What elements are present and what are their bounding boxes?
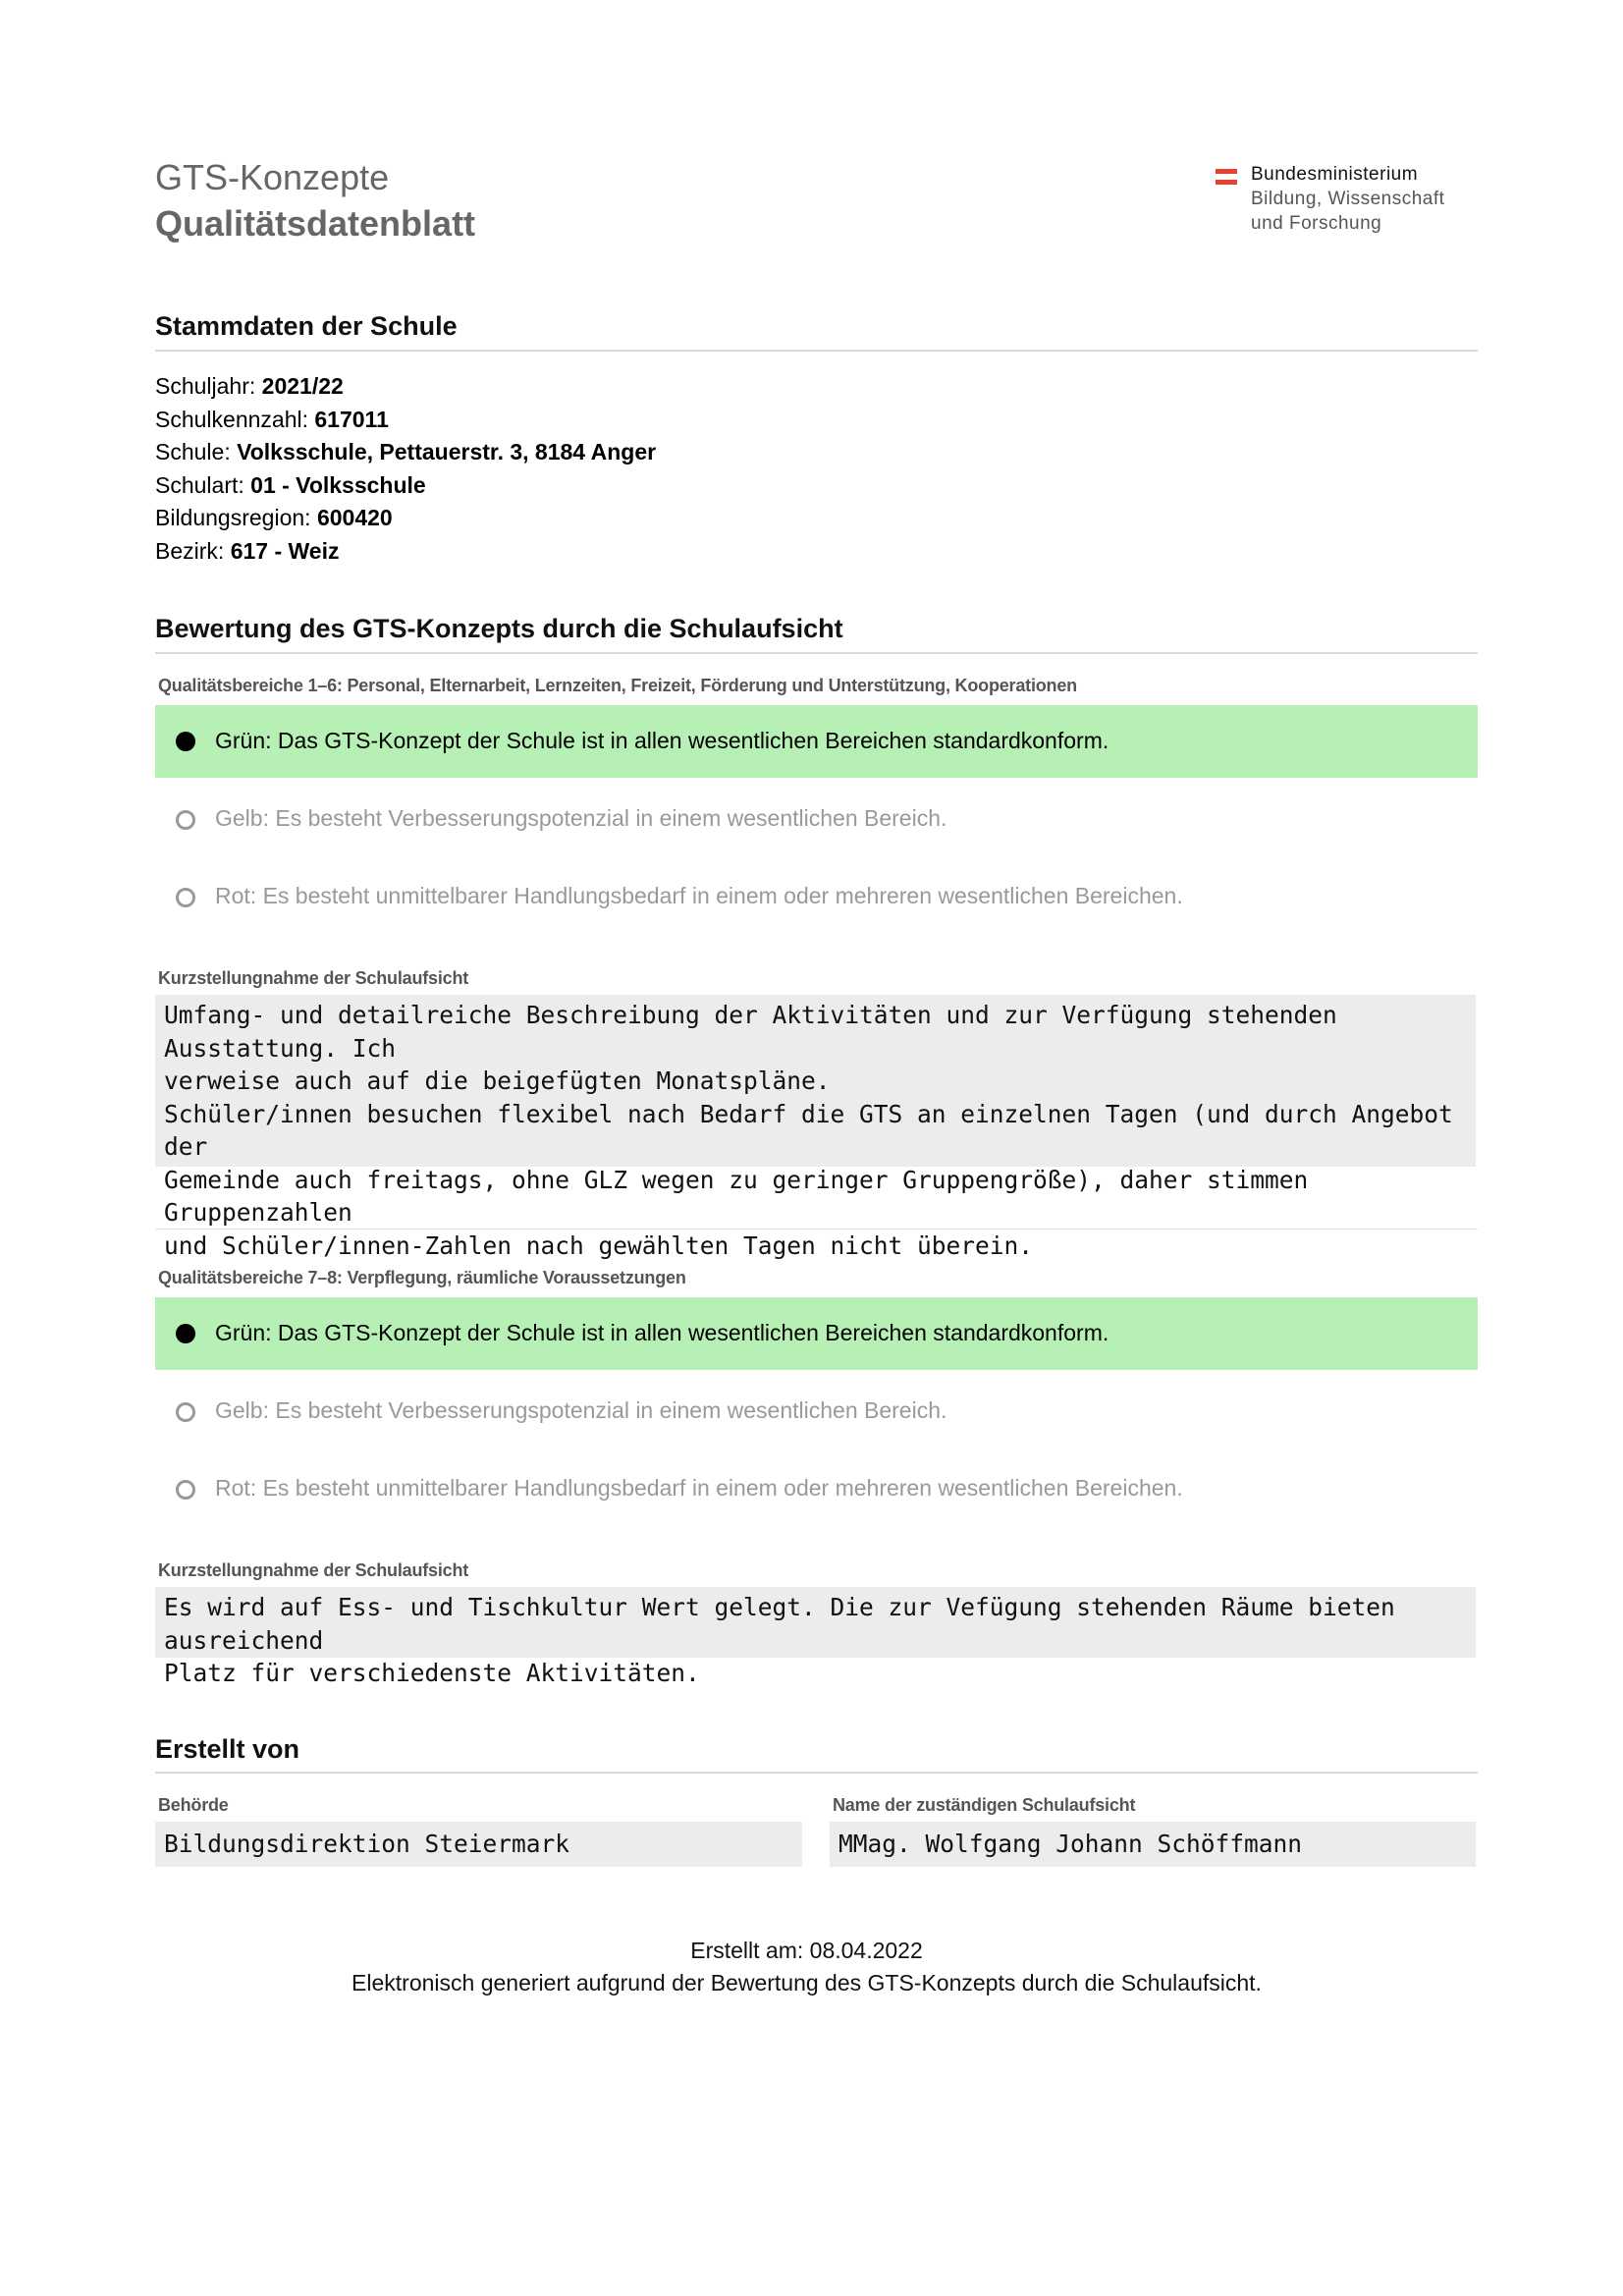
logo-line-1: Bundesministerium <box>1251 164 1419 185</box>
field-label: Schuljahr: <box>155 373 262 399</box>
statement-text: Es wird auf Ess- und Tischkultur Wert gelegt. Die zur Vefügung stehenden Räume bieten ausreichend Platz für verschiedenste Aktivitäten. <box>155 1587 1476 1658</box>
section-heading-erstellt: Erstellt von <box>155 1734 300 1764</box>
field-value: Volksschule, Pettauerstr. 3, 8184 Anger <box>237 439 657 465</box>
document-title: GTS-Konzepte <box>155 157 390 197</box>
field-value: 600420 <box>316 505 393 531</box>
section-divider <box>155 652 1478 654</box>
section-heading-stammdaten: Stammdaten der Schule <box>155 311 458 341</box>
rating-option-yellow[interactable] <box>155 1375 1478 1448</box>
field-value: 2021/22 <box>261 373 344 399</box>
created-date: Erstellt am: 08.04.2022 <box>690 1938 923 1963</box>
field-value: 617011 <box>314 406 389 432</box>
rating-option-green[interactable] <box>155 705 1478 778</box>
rating-option-label: Grün: Das GTS-Konzept der Schule ist in allen wesentlichen Bereichen standardkonform. <box>215 728 1109 753</box>
stammdaten-row <box>155 535 656 569</box>
document-subtitle: Qualitätsdatenblatt <box>155 203 476 244</box>
field-label: Schulart: <box>155 471 251 498</box>
stammdaten-row <box>155 404 656 437</box>
stammdaten-row <box>155 436 656 469</box>
rating-option-label: Rot: Es besteht unmittelbarer Handlungsbedarf in einem oder mehreren wesentlichen Bereichen. <box>215 883 1183 908</box>
generation-note: Elektronisch generiert aufgrund der Bewertung des GTS-Konzepts durch die Schulaufsicht. <box>352 1970 1262 1995</box>
stammdaten-row <box>155 469 656 503</box>
field-label: Bildungsregion: <box>155 505 317 531</box>
behoerde-label: Behörde <box>158 1795 229 1815</box>
rating-option-label: Gelb: Es besteht Verbesserungspotenzial in einem wesentlichen Bereich. <box>215 1397 947 1423</box>
radio-selected-icon[interactable] <box>176 1324 195 1343</box>
schulaufsicht-label: Name der zuständigen Schulaufsicht <box>833 1795 1136 1815</box>
rating-option-label: Grün: Das GTS-Konzept der Schule ist in allen wesentlichen Bereichen standardkonform. <box>215 1320 1109 1345</box>
schulaufsicht-value: MMag. Wolfgang Johann Schöffmann <box>830 1822 1476 1867</box>
rating-option-label: Rot: Es besteht unmittelbarer Handlungsbedarf in einem oder mehreren wesentlichen Bereichen. <box>215 1475 1183 1501</box>
radio-empty-icon[interactable] <box>176 1480 195 1500</box>
statement-text: Umfang- und detailreiche Beschreibung der Aktivitäten und zur Verfügung stehenden Ausstattung. Ich verweise auch auf die beigefügten Monatspläne. Schüler/innen besuchen flexibel nach Bedarf die GTS an einzelnen Tagen (und durch Angebot der Gemeinde auch freitags, ohne GLZ wegen zu geringer Gruppengröße), daher stimmen Gruppenzahlen und Schüler/innen-Zahlen nach gewählten Tagen nicht überein. <box>155 995 1476 1167</box>
rating-option-green[interactable] <box>155 1297 1478 1370</box>
austria-flag-icon <box>1216 169 1237 185</box>
field-value: 01 - Volksschule <box>250 471 426 498</box>
statement-label: Kurzstellungnahme der Schulaufsicht <box>158 1560 469 1580</box>
radio-empty-icon[interactable] <box>176 1402 195 1422</box>
radio-empty-icon[interactable] <box>176 888 195 907</box>
behoerde-value: Bildungsdirektion Steiermark <box>155 1822 802 1867</box>
statement-label: Kurzstellungnahme der Schulaufsicht <box>158 968 469 988</box>
rating-option-yellow[interactable] <box>155 783 1478 855</box>
radio-empty-icon[interactable] <box>176 810 195 830</box>
field-label: Schulkennzahl: <box>155 406 315 432</box>
logo-line-3: und Forschung <box>1251 213 1382 234</box>
rating-option-label: Gelb: Es besteht Verbesserungspotenzial in einem wesentlichen Bereich. <box>215 805 947 831</box>
field-label: Bezirk: <box>155 537 231 564</box>
rating-option-red[interactable] <box>155 1452 1478 1525</box>
radio-selected-icon[interactable] <box>176 732 195 751</box>
section-heading-bewertung: Bewertung des GTS-Konzepts durch die Schulaufsicht <box>155 614 843 643</box>
section-divider <box>155 1772 1478 1774</box>
field-value: 617 - Weiz <box>230 537 340 564</box>
logo-line-2: Bildung, Wissenschaft <box>1251 189 1445 209</box>
block-divider <box>155 1229 1478 1230</box>
rating-option-red[interactable] <box>155 860 1478 933</box>
stammdaten-list <box>155 370 656 569</box>
section-divider <box>155 350 1478 352</box>
stammdaten-row <box>155 502 656 535</box>
quality-area-label: Qualitätsbereiche 1–6: Personal, Elternarbeit, Lernzeiten, Freizeit, Förderung und Unterstützung, Kooperationen <box>158 676 1077 695</box>
field-label: Schule: <box>155 439 238 465</box>
quality-area-label: Qualitätsbereiche 7–8: Verpflegung, räumliche Voraussetzungen <box>158 1268 686 1287</box>
stammdaten-row <box>155 370 656 404</box>
